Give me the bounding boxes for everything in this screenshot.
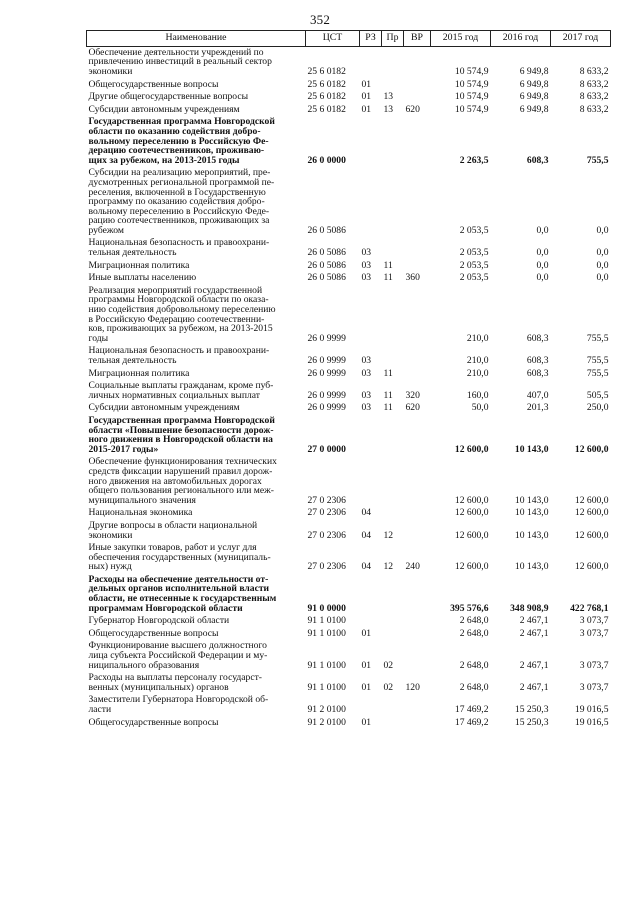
cell-pr: 02 [383, 659, 394, 671]
cell-2015: 2 053,5 [459, 259, 489, 271]
cell-2015: 12 600,0 [454, 529, 489, 541]
cell-pr [382, 79, 404, 92]
cell-pr: 11 [383, 367, 393, 379]
cell-2016: 10 143,0 [514, 507, 549, 519]
cell-2015: 2 648,0 [459, 659, 489, 671]
cell-name: Расходы на обеспечение деятельности от- дельных органов исполнительной власти области, не отнесенные к государственным программам Новгородской области [88, 573, 277, 614]
table-row [87, 380, 611, 402]
cell-vr [404, 345, 431, 367]
cell-2016: 0,0 [536, 259, 549, 271]
cell-2015: 10 574,9 [454, 91, 489, 103]
table-row [87, 46, 611, 78]
cell-vr: 360 [405, 272, 420, 284]
cell-pr [382, 415, 404, 456]
cell-2017: 8 633,2 [579, 65, 609, 77]
cell-2017: 3 073,7 [579, 615, 609, 627]
cell-2015: 2 263,5 [459, 154, 489, 166]
cell-rz: 03 [361, 389, 372, 401]
cell-2015: 2 648,0 [459, 681, 489, 693]
cell-cst: 27 0 2306 [307, 494, 346, 506]
cell-vr [404, 717, 431, 730]
cell-2016: 608,3 [526, 355, 549, 367]
cell-pr: 13 [383, 103, 394, 115]
cell-2015: 210,0 [466, 355, 489, 367]
cell-2017: 755,5 [586, 332, 609, 344]
budget-table [86, 30, 611, 729]
cell-cst: 91 1 0100 [307, 627, 346, 639]
cell-vr: 320 [405, 389, 420, 401]
table-row [87, 402, 611, 415]
table-row [87, 717, 611, 730]
cell-vr [404, 285, 431, 346]
cell-rz [360, 615, 382, 628]
cell-rz [360, 167, 382, 237]
cell-vr [404, 640, 431, 672]
cell-pr: 12 [383, 529, 394, 541]
cell-2015: 160,0 [466, 389, 489, 401]
cell-vr [404, 456, 431, 507]
cell-pr [382, 167, 404, 237]
header-vr: ВР [404, 31, 431, 47]
cell-2015: 2 648,0 [459, 615, 489, 627]
cell-vr [404, 116, 431, 167]
cell-pr [382, 615, 404, 628]
cell-2016: 201,3 [526, 402, 549, 414]
table-row [87, 260, 611, 273]
cell-pr [382, 345, 404, 367]
cell-vr: 120 [405, 681, 420, 693]
table-body [87, 46, 611, 729]
cell-vr [404, 507, 431, 520]
cell-cst: 91 1 0100 [307, 681, 346, 693]
cell-2017: 755,5 [586, 154, 609, 166]
cell-2017: 755,5 [586, 367, 609, 379]
header-rz: РЗ [360, 31, 382, 47]
cell-vr [404, 260, 431, 273]
cell-name: Обеспечение функционирования технических средств фиксации нарушений правил дорож- ного движения на автомобильных дорогах общего пользования регионального или меж- муниципального значения [88, 456, 277, 506]
cell-cst: 26 0 9999 [307, 367, 346, 379]
cell-pr: 12 [383, 561, 394, 573]
cell-cst: 26 0 5086 [307, 272, 346, 284]
cell-2015: 2 053,5 [459, 247, 489, 259]
cell-cst: 27 0 0000 [307, 443, 346, 455]
cell-name: Расходы на выплаты персоналу государст- венных (муниципальных) органов [88, 672, 262, 693]
table-row [87, 285, 611, 346]
cell-name: Социальные выплаты гражданам, кроме пуб- личных нормативных социальных выплат [88, 380, 274, 401]
cell-name: Реализация мероприятий государственной программы Новгородской области по оказа- нию содействия добровольному переселению в Российскую Федерацию соотечественни- ков, проживающих за рубежом, на 2013-2015 годы [88, 284, 276, 344]
cell-name: Обеспечение деятельности учреждений по привлечению инвестиций в реальный сектор экономики [88, 46, 272, 77]
cell-rz: 04 [361, 529, 372, 541]
cell-pr [382, 456, 404, 507]
cell-name: Миграционная политика [88, 259, 190, 271]
cell-vr [404, 694, 431, 716]
cell-2016: 2 467,1 [519, 681, 549, 693]
cell-2015: 2 053,5 [459, 224, 489, 236]
cell-rz: 01 [361, 91, 372, 103]
cell-2017: 755,5 [586, 355, 609, 367]
cell-rz: 01 [361, 681, 372, 693]
cell-name: Иные закупки товаров, работ и услуг для обеспечения государственных (муниципаль- ных) нужд [88, 542, 271, 573]
cell-name: Губернатор Новгородской области [88, 615, 230, 627]
table-row [87, 116, 611, 167]
cell-2016: 407,0 [526, 389, 549, 401]
cell-rz: 03 [361, 367, 372, 379]
cell-vr [404, 415, 431, 456]
cell-cst: 26 0 5086 [307, 224, 346, 236]
table-row [87, 672, 611, 694]
cell-name: Общегосударственные вопросы [88, 78, 219, 90]
cell-pr [382, 717, 404, 730]
table-row [87, 345, 611, 367]
table-row [87, 167, 611, 237]
cell-2017: 12 600,0 [574, 507, 609, 519]
cell-pr: 11 [383, 272, 393, 284]
cell-2017: 3 073,7 [579, 627, 609, 639]
cell-name: Национальная безопасность и правоохрани- тельная деятельность [88, 345, 270, 367]
table-row [87, 368, 611, 381]
cell-vr [404, 237, 431, 259]
cell-vr [404, 574, 431, 615]
cell-2016: 0,0 [536, 224, 549, 236]
table-row [87, 520, 611, 542]
cell-cst: 91 1 0100 [307, 659, 346, 671]
cell-rz [360, 574, 382, 615]
cell-2017: 12 600,0 [574, 561, 609, 573]
cell-name: Национальная безопасность и правоохрани- тельная деятельность [88, 237, 270, 259]
cell-2017: 0,0 [596, 224, 609, 236]
cell-pr [382, 46, 404, 78]
cell-2016: 10 143,0 [514, 561, 549, 573]
cell-vr: 240 [405, 561, 420, 573]
cell-2016: 2 467,1 [519, 659, 549, 671]
cell-rz: 01 [361, 716, 372, 728]
cell-2015: 17 469,2 [454, 704, 489, 716]
cell-name: Другие общегосударственные вопросы [88, 91, 249, 103]
cell-2015: 12 600,0 [454, 561, 489, 573]
cell-name: Субсидии на реализацию мероприятий, пре- дусмотренных региональной программой пе- реселения, включенной в Государственную программу по оказанию содействия добро- вольному переселению в Российскую Феде- рацию соотечественников, проживающих за рубежом [88, 167, 275, 236]
cell-cst: 27 0 2306 [307, 561, 346, 573]
cell-2016: 6 949,8 [519, 78, 549, 90]
cell-2016: 10 143,0 [514, 529, 549, 541]
cell-vr [404, 46, 431, 78]
cell-vr [404, 628, 431, 641]
cell-rz [360, 456, 382, 507]
cell-pr: 11 [383, 389, 393, 401]
cell-cst: 91 0 0000 [307, 602, 346, 614]
cell-pr [382, 237, 404, 259]
cell-cst: 27 0 2306 [307, 507, 346, 519]
cell-cst: 26 0 0000 [307, 154, 346, 166]
cell-2015: 2 053,5 [459, 272, 489, 284]
cell-2017: 0,0 [596, 259, 609, 271]
cell-name: Государственная программа Новгородской области по оказанию содействия добро- вольному переселению в Российскую Фе- дерацию соотечественников, проживаю- щих за рубежом, на 2013-2015 годы [88, 116, 275, 166]
cell-2015: 12 600,0 [454, 494, 489, 506]
cell-pr [382, 628, 404, 641]
cell-2015: 50,0 [471, 402, 489, 414]
table-row [87, 415, 611, 456]
cell-pr: 11 [383, 402, 393, 414]
table-row [87, 237, 611, 259]
cell-pr: 13 [383, 91, 394, 103]
cell-cst: 26 0 9999 [307, 355, 346, 367]
table-row [87, 456, 611, 507]
cell-2016: 608,3 [526, 154, 549, 166]
page-number: 352 [309, 12, 331, 27]
table-row [87, 507, 611, 520]
cell-2017: 19 016,5 [574, 716, 609, 728]
cell-rz [360, 285, 382, 346]
cell-name: Субсидии автономным учреждениям [88, 103, 240, 115]
table-row [87, 574, 611, 615]
cell-2017: 8 633,2 [579, 91, 609, 103]
cell-rz: 04 [361, 561, 372, 573]
cell-cst: 91 2 0100 [307, 716, 346, 728]
cell-2016: 10 143,0 [514, 443, 549, 455]
header-2017: 2017 год [551, 31, 611, 47]
cell-2016: 0,0 [536, 247, 549, 259]
cell-cst: 26 0 9999 [307, 332, 346, 344]
cell-2016: 2 467,1 [519, 615, 549, 627]
cell-rz: 04 [361, 507, 372, 519]
cell-rz [360, 46, 382, 78]
cell-2017: 12 600,0 [574, 529, 609, 541]
cell-2015: 12 600,0 [454, 507, 489, 519]
cell-pr [382, 285, 404, 346]
cell-pr: 02 [383, 681, 394, 693]
table-row [87, 615, 611, 628]
header-pr: Пр [382, 31, 404, 47]
cell-2016: 608,3 [526, 332, 549, 344]
cell-rz: 01 [361, 78, 372, 90]
cell-2017: 8 633,2 [579, 103, 609, 115]
cell-vr [404, 615, 431, 628]
cell-cst: 25 6 0182 [307, 65, 346, 77]
cell-cst: 27 0 2306 [307, 529, 346, 541]
cell-2015: 10 574,9 [454, 78, 489, 90]
cell-pr [382, 574, 404, 615]
cell-rz: 03 [361, 272, 372, 284]
cell-2015: 2 648,0 [459, 627, 489, 639]
cell-2016: 6 949,8 [519, 65, 549, 77]
table-row [87, 542, 611, 574]
cell-2017: 0,0 [596, 247, 609, 259]
cell-name: Заместители Губернатора Новгородской об- ласти [88, 694, 269, 716]
cell-vr: 620 [405, 103, 420, 115]
table-row [87, 694, 611, 716]
cell-cst: 25 6 0182 [307, 78, 346, 90]
cell-rz [360, 116, 382, 167]
cell-name: Общегосударственные вопросы [88, 716, 219, 728]
cell-name: Иные выплаты населению [88, 272, 197, 284]
cell-rz [360, 415, 382, 456]
cell-2015: 210,0 [466, 332, 489, 344]
cell-2017: 0,0 [596, 272, 609, 284]
cell-name: Миграционная политика [88, 367, 190, 379]
cell-rz [360, 694, 382, 716]
cell-cst: 26 0 9999 [307, 402, 346, 414]
cell-2016: 6 949,8 [519, 91, 549, 103]
table-row [87, 272, 611, 285]
cell-2017: 3 073,7 [579, 659, 609, 671]
header-cst: ЦСТ [306, 31, 360, 47]
cell-2017: 3 073,7 [579, 681, 609, 693]
cell-2016: 608,3 [526, 367, 549, 379]
cell-2015: 210,0 [466, 367, 489, 379]
cell-2016: 15 250,3 [514, 716, 549, 728]
cell-2016: 2 467,1 [519, 627, 549, 639]
cell-2016: 10 143,0 [514, 494, 549, 506]
header-2016: 2016 год [491, 31, 551, 47]
cell-cst: 26 0 5086 [307, 247, 346, 259]
cell-pr: 11 [383, 259, 393, 271]
cell-2016: 15 250,3 [514, 704, 549, 716]
table-row [87, 628, 611, 641]
cell-rz: 03 [361, 247, 372, 259]
cell-2017: 19 016,5 [574, 704, 609, 716]
cell-name: Национальная экономика [88, 507, 193, 519]
table-row [87, 91, 611, 104]
cell-rz: 03 [361, 402, 372, 414]
table-row [87, 640, 611, 672]
cell-2017: 250,0 [586, 402, 609, 414]
cell-vr [404, 167, 431, 237]
cell-2015: 395 576,6 [450, 602, 489, 614]
cell-name: Государственная программа Новгородской области «Повышение безопасности дорож- ного движения в Новгородской области на 2015-2017 годы» [88, 414, 275, 455]
cell-cst: 91 1 0100 [307, 615, 346, 627]
cell-pr [382, 694, 404, 716]
header-name: Наименование [87, 31, 306, 47]
cell-pr [382, 507, 404, 520]
cell-2017: 8 633,2 [579, 78, 609, 90]
cell-vr [404, 79, 431, 92]
table-row [87, 79, 611, 92]
table-header [87, 31, 611, 47]
cell-cst: 25 6 0182 [307, 91, 346, 103]
cell-name: Другие вопросы в области национальной экономики [88, 519, 258, 541]
cell-2016: 348 908,9 [510, 602, 549, 614]
cell-vr [404, 91, 431, 104]
header-2015: 2015 год [431, 31, 491, 47]
cell-cst: 26 0 5086 [307, 259, 346, 271]
cell-vr [404, 520, 431, 542]
cell-vr: 620 [405, 402, 420, 414]
cell-2015: 10 574,9 [454, 103, 489, 115]
cell-2017: 12 600,0 [574, 443, 609, 455]
cell-cst: 25 6 0182 [307, 103, 346, 115]
cell-rz: 03 [361, 259, 372, 271]
cell-pr [382, 116, 404, 167]
cell-cst: 91 2 0100 [307, 704, 346, 716]
cell-rz: 03 [361, 355, 372, 367]
cell-cst: 26 0 9999 [307, 389, 346, 401]
cell-rz: 01 [361, 659, 372, 671]
table-row [87, 104, 611, 117]
cell-2015: 17 469,2 [454, 716, 489, 728]
cell-2017: 12 600,0 [574, 494, 609, 506]
cell-name: Субсидии автономным учреждениям [88, 402, 240, 414]
cell-name: Общегосударственные вопросы [88, 627, 219, 639]
cell-2017: 422 768,1 [570, 602, 609, 614]
cell-rz: 01 [361, 103, 372, 115]
cell-2016: 6 949,8 [519, 103, 549, 115]
cell-rz: 01 [361, 627, 372, 639]
cell-name: Функционирование высшего должностного лица субъекта Российской Федерации и му- ниципального образования [88, 640, 268, 671]
cell-2015: 12 600,0 [454, 443, 489, 455]
cell-2016: 0,0 [536, 272, 549, 284]
cell-vr [404, 368, 431, 381]
cell-2017: 505,5 [586, 389, 609, 401]
cell-2015: 10 574,9 [454, 65, 489, 77]
